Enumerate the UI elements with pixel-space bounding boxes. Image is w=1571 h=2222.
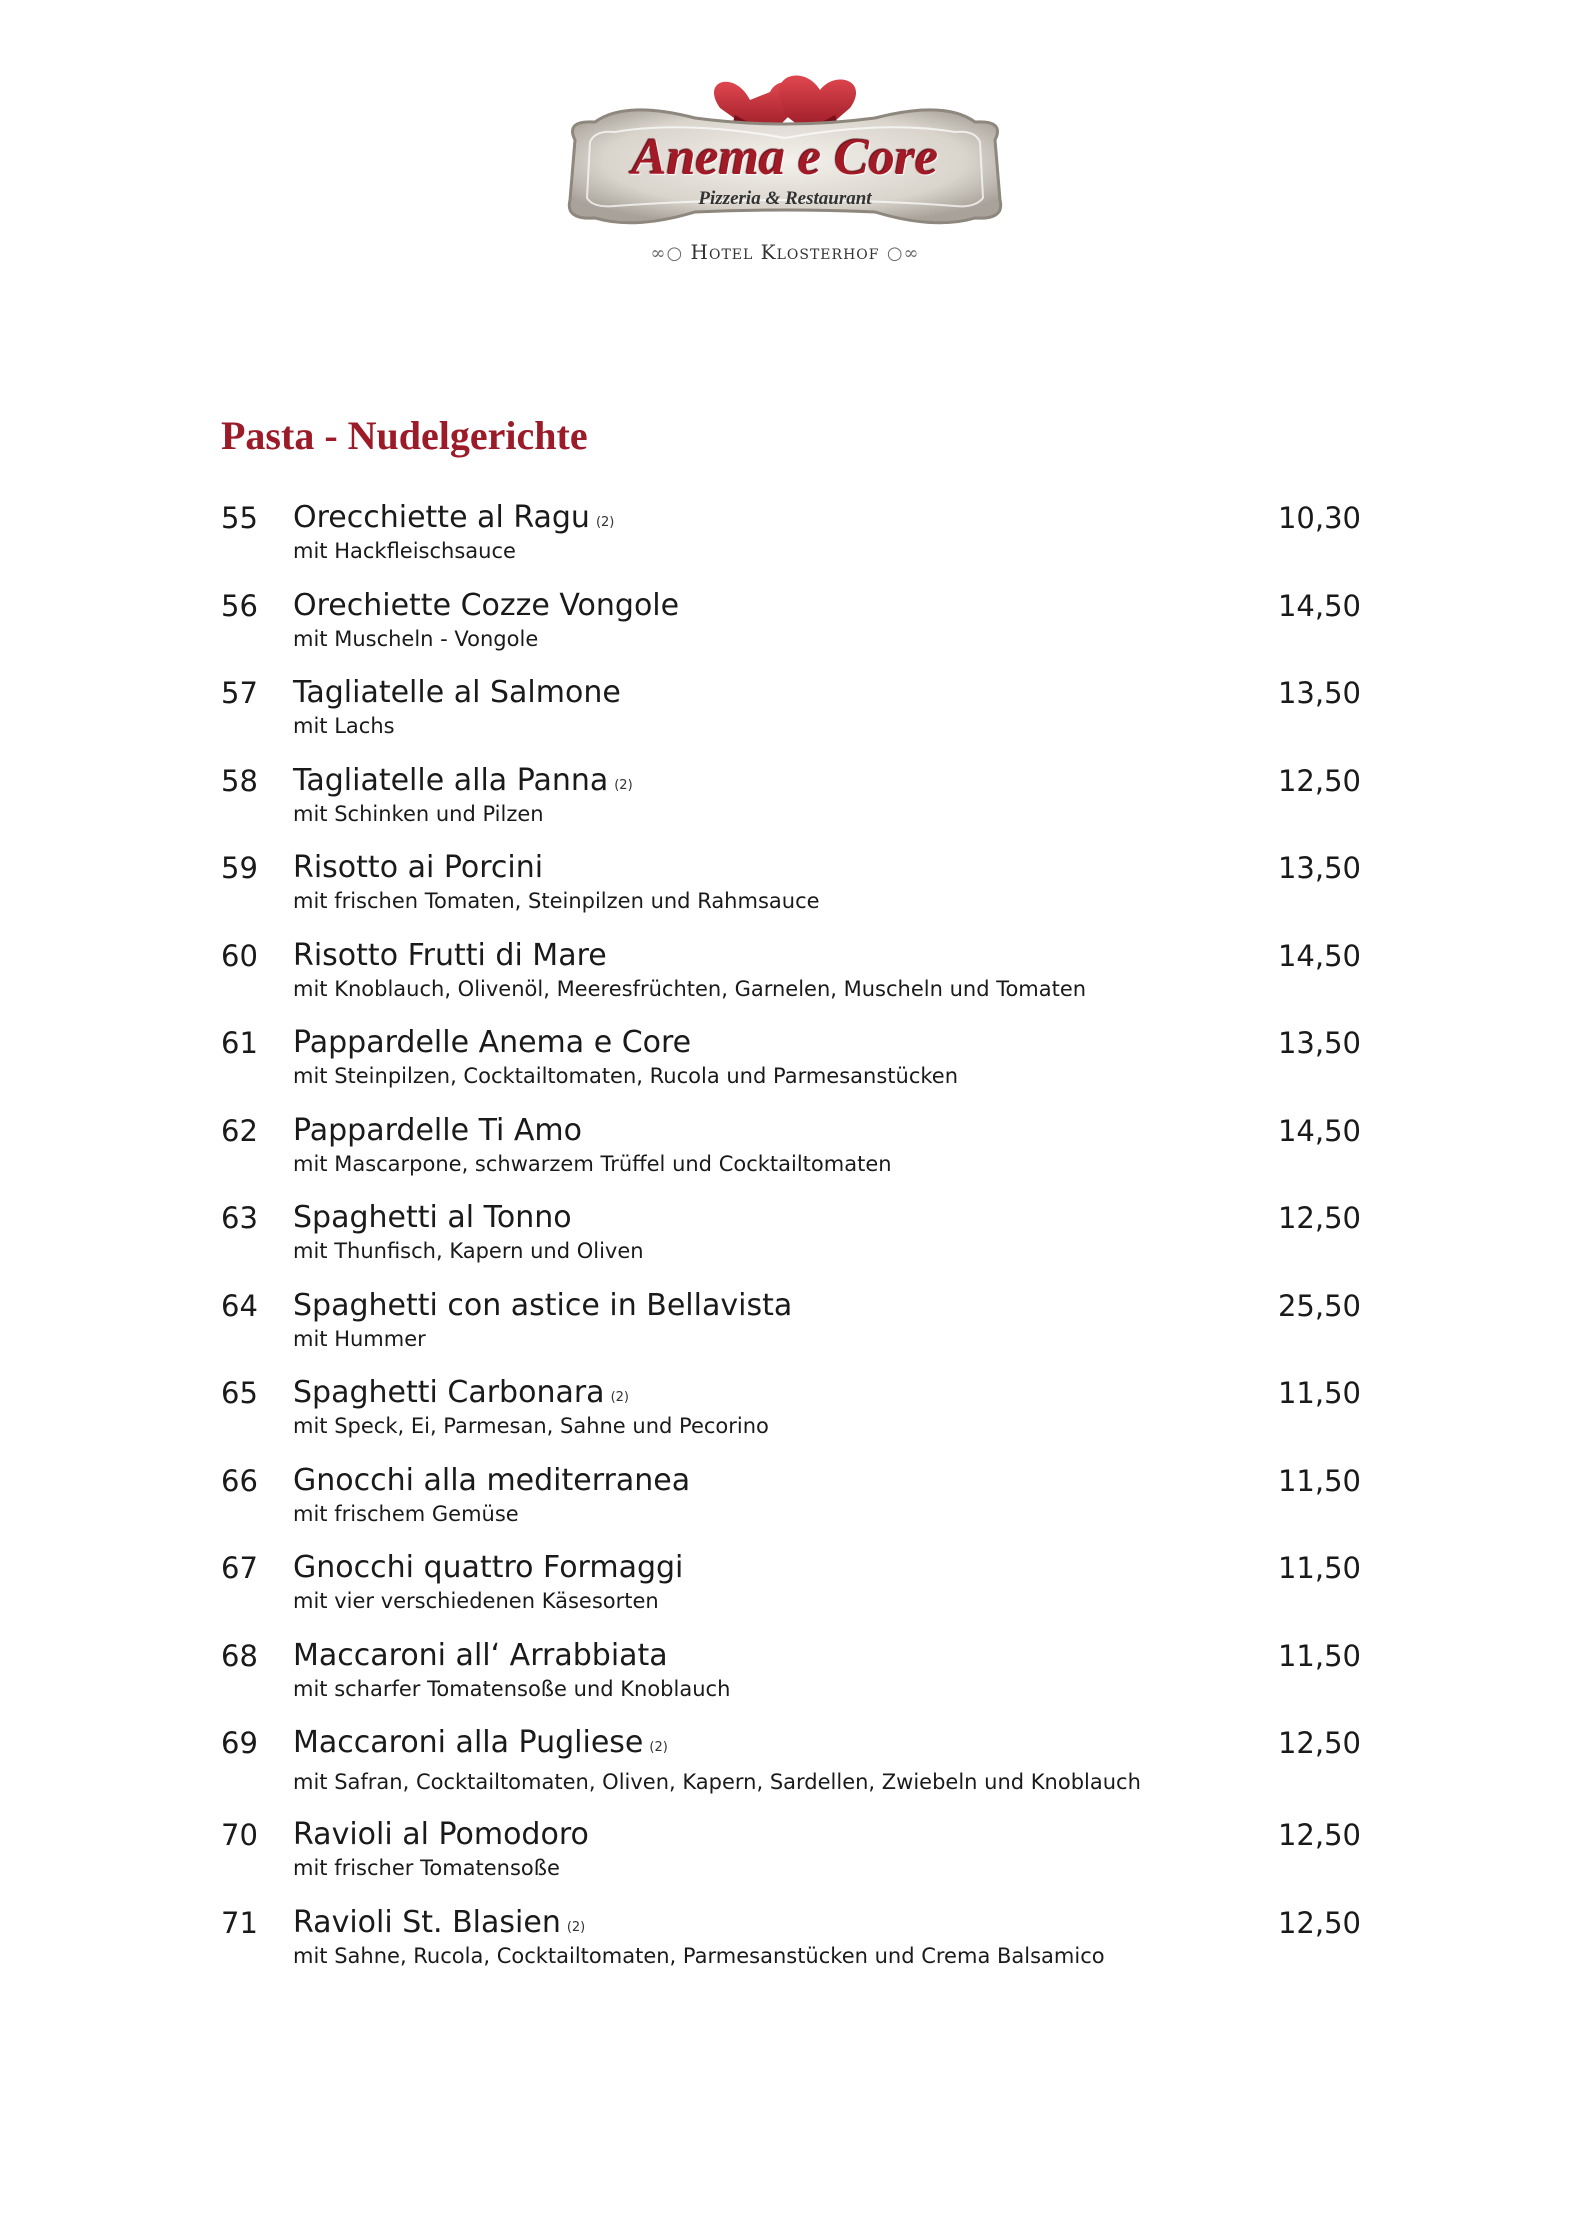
- item-price: 11,50: [1277, 1551, 1361, 1585]
- item-number: 60: [221, 938, 258, 973]
- item-price: 12,50: [1277, 1905, 1361, 1940]
- item-description: mit scharfer Tomatensoße und Knoblauch: [293, 1676, 731, 1701]
- logo-subtitle: Pizzeria & Restaurant: [698, 188, 872, 209]
- item-name-text: Orechiette Cozze Vongole: [293, 587, 680, 623]
- menu-item: [221, 850, 1361, 938]
- item-description: mit Thunfisch, Kapern und Oliven: [293, 1239, 644, 1263]
- item-description: mit frischem Gemüse: [293, 1501, 519, 1526]
- item-price: 14,50: [1277, 938, 1361, 973]
- item-name: [293, 1200, 572, 1236]
- item-number: 71: [221, 1905, 258, 1940]
- menu-item: [221, 938, 1361, 1026]
- item-description: mit vier verschiedenen Käsesorten: [293, 1589, 659, 1613]
- menu-item: [221, 1375, 1361, 1463]
- item-price: 13,50: [1277, 1026, 1361, 1060]
- item-price: 14,50: [1277, 588, 1361, 623]
- item-price: 11,50: [1277, 1376, 1361, 1410]
- item-name-text: Ravioli al Pomodoro: [293, 1817, 589, 1852]
- allergen-reference: (2): [614, 777, 633, 793]
- item-name-text: Tagliatelle al Salmone: [293, 675, 621, 710]
- item-number: 63: [221, 1201, 258, 1235]
- menu-item: [221, 675, 1361, 763]
- section-title: Pasta - Nudelgerichte: [221, 413, 588, 458]
- item-name: [293, 1288, 792, 1324]
- allergen-reference: (2): [610, 1390, 629, 1405]
- item-description: mit frischer Tomatensoße: [293, 1856, 560, 1880]
- item-name: [293, 1463, 690, 1499]
- item-price: 12,50: [1277, 763, 1361, 798]
- item-name: [293, 1725, 668, 1766]
- item-name: [293, 1550, 683, 1586]
- item-description: mit Mascarpone, schwarzem Trüffel und Cocktailtomaten: [293, 1151, 892, 1176]
- item-name: [293, 1905, 585, 1946]
- item-number: 56: [221, 588, 258, 623]
- logo-title: Anema e Core: [631, 129, 939, 186]
- item-name: [293, 1375, 629, 1416]
- item-price: 13,50: [1277, 851, 1361, 885]
- menu-item: [221, 1550, 1361, 1638]
- hotel-name: Hotel Klosterhof: [690, 240, 880, 264]
- menu-item: [221, 1817, 1361, 1905]
- item-description: mit Safran, Cocktailtomaten, Oliven, Kapern, Sardellen, Zwiebeln und Knoblauch: [293, 1770, 1141, 1794]
- menu-item: [221, 1113, 1361, 1201]
- item-name-text: Orecchiette al Ragu: [293, 500, 590, 535]
- ornament-left-icon: ∞○: [650, 243, 684, 264]
- menu-item: [221, 1638, 1361, 1726]
- menu-item: [221, 588, 1361, 676]
- item-name-text: Gnocchi quattro Formaggi: [293, 1550, 684, 1585]
- allergen-reference: (2): [566, 1919, 586, 1935]
- item-name: [293, 675, 621, 711]
- item-description: mit Muscheln - Vongole: [293, 626, 539, 651]
- menu-item: [221, 1463, 1361, 1551]
- item-name: [293, 1638, 668, 1674]
- item-price: 14,50: [1277, 1113, 1361, 1148]
- item-name: [293, 500, 614, 541]
- item-price: 13,50: [1277, 676, 1361, 710]
- item-number: 55: [221, 501, 258, 535]
- allergen-reference: (2): [649, 1740, 668, 1755]
- item-number: 65: [221, 1376, 258, 1410]
- item-description: mit frischen Tomaten, Steinpilzen und Rahmsauce: [293, 889, 820, 913]
- item-price: 10,30: [1277, 501, 1361, 535]
- item-name-text: Risotto Frutti di Mare: [293, 937, 607, 973]
- ornament-right-icon: ○∞: [886, 243, 920, 264]
- menu-item: [221, 1200, 1361, 1288]
- item-description: mit Schinken und Pilzen: [293, 801, 544, 826]
- item-name-text: Pappardelle Ti Amo: [293, 1112, 582, 1148]
- item-number: 67: [221, 1551, 258, 1585]
- item-number: 64: [221, 1288, 258, 1323]
- item-name-text: Ravioli St. Blasien: [293, 1904, 561, 1940]
- item-name-text: Risotto ai Porcini: [293, 850, 544, 885]
- menu-item: [221, 500, 1361, 588]
- menu-item: [221, 1025, 1361, 1113]
- item-name-text: Gnocchi alla mediterranea: [293, 1462, 691, 1498]
- menu-item: [221, 1288, 1361, 1376]
- item-price: 25,50: [1277, 1288, 1361, 1323]
- item-name: [293, 850, 543, 886]
- item-description: mit Speck, Ei, Parmesan, Sahne und Pecorino: [293, 1414, 769, 1438]
- item-name-text: Spaghetti con astice in Bellavista: [293, 1287, 793, 1323]
- item-price: 12,50: [1277, 1201, 1361, 1235]
- item-description: mit Lachs: [293, 714, 395, 738]
- item-name: [293, 763, 633, 804]
- item-description: mit Sahne, Rucola, Cocktailtomaten, Parmesanstücken und Crema Balsamico: [293, 1943, 1105, 1968]
- item-number: 69: [221, 1726, 258, 1760]
- item-name: [293, 1025, 691, 1061]
- item-name-text: Tagliatelle alla Panna: [293, 762, 609, 798]
- item-name-text: Spaghetti Carbonara: [293, 1375, 605, 1410]
- item-description: mit Steinpilzen, Cocktailtomaten, Rucola und Parmesanstücken: [293, 1064, 959, 1088]
- item-name-text: Pappardelle Anema e Core: [293, 1025, 692, 1060]
- menu-list: [221, 500, 1361, 1992]
- item-number: 57: [221, 676, 258, 710]
- item-name: [293, 938, 607, 974]
- item-name-text: Maccaroni all‘ Arrabbiata: [293, 1637, 668, 1673]
- item-description: mit Knoblauch, Olivenöl, Meeresfrüchten, Garnelen, Muscheln und Tomaten: [293, 976, 1087, 1001]
- item-number: 68: [221, 1638, 258, 1673]
- item-price: 11,50: [1277, 1638, 1361, 1673]
- item-price: 12,50: [1277, 1818, 1361, 1852]
- item-number: 61: [221, 1026, 258, 1060]
- item-name-text: Spaghetti al Tonno: [293, 1200, 572, 1235]
- item-number: 59: [221, 851, 258, 885]
- item-price: 11,50: [1277, 1463, 1361, 1498]
- menu-item: [221, 1725, 1361, 1817]
- item-name: [293, 1817, 589, 1853]
- item-name: [293, 588, 679, 624]
- item-description: mit Hummer: [293, 1326, 426, 1351]
- hotel-name-line: [535, 240, 1035, 264]
- item-price: 12,50: [1277, 1726, 1361, 1760]
- item-description: mit Hackfleischsauce: [293, 539, 516, 563]
- item-name-text: Maccaroni alla Pugliese: [293, 1725, 644, 1760]
- item-number: 66: [221, 1463, 258, 1498]
- item-number: 70: [221, 1818, 258, 1852]
- menu-item: [221, 763, 1361, 851]
- item-number: 58: [221, 763, 258, 798]
- allergen-reference: (2): [595, 515, 615, 530]
- menu-item: [221, 1905, 1361, 1993]
- item-name: [293, 1113, 582, 1149]
- item-number: 62: [221, 1113, 258, 1148]
